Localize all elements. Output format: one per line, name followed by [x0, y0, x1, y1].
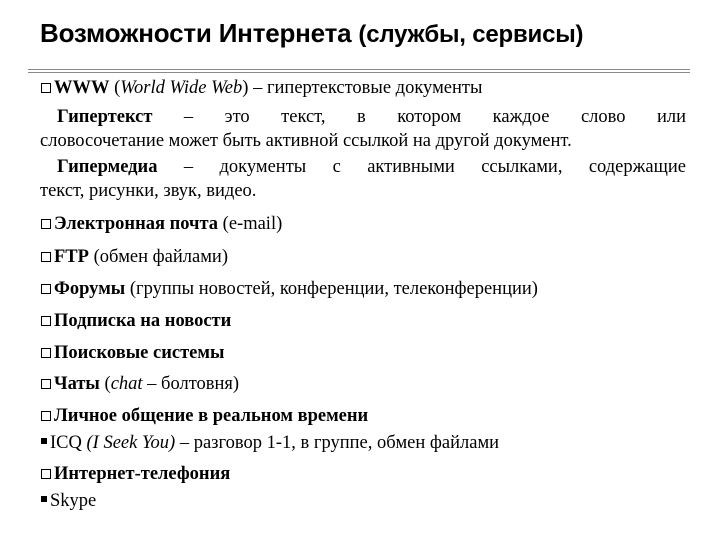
realtime-label: Личное общение в реальном времени — [54, 406, 369, 426]
news-label: Подписка на новости — [54, 311, 232, 331]
hypermedia-line1 — [40, 156, 686, 178]
checkbox-bullet-icon — [41, 469, 51, 479]
checkbox-bullet-icon — [41, 316, 51, 326]
checkbox-bullet-icon — [41, 379, 51, 389]
email-label: Электронная почта — [54, 214, 219, 234]
icq-label: ICQ — [50, 433, 82, 453]
item-ftp — [40, 246, 228, 268]
www-desc: – гипертекстовые документы — [253, 78, 483, 98]
ftp-label: FTP — [54, 247, 89, 267]
item-telephony — [40, 463, 230, 485]
chats-desc: – болтовня) — [147, 374, 240, 394]
hypermedia-desc-1: – документы с активными ссылками, содержащие — [183, 157, 686, 177]
subitem-icq — [40, 432, 499, 454]
item-forums — [40, 278, 538, 300]
email-desc: (e-mail) — [222, 214, 283, 234]
checkbox-bullet-icon — [41, 284, 51, 294]
square-bullet-icon — [41, 496, 47, 502]
hypertext-line1 — [40, 106, 686, 128]
hypermedia-term: Гипермедиа — [57, 157, 158, 177]
hypertext-desc-2: словосочетание может быть активной ссылкой на другой документ. — [40, 131, 572, 151]
title-rule-top — [28, 69, 690, 70]
title-suffix: (службы, сервисы) — [358, 21, 584, 48]
item-realtime — [40, 405, 368, 427]
forums-desc: (группы новостей, конференции, телеконференции) — [129, 279, 538, 299]
chats-paren-open: ( — [104, 374, 111, 394]
checkbox-bullet-icon — [41, 348, 51, 358]
checkbox-bullet-icon — [41, 252, 51, 262]
item-search — [40, 342, 224, 364]
www-expansion: World Wide Web — [120, 78, 243, 98]
item-email — [40, 213, 282, 235]
search-label: Поисковые системы — [54, 343, 225, 363]
forums-label: Форумы — [54, 279, 126, 299]
item-news — [40, 310, 231, 332]
item-chats — [40, 373, 239, 395]
icq-expansion: (I Seek You) — [86, 433, 176, 453]
hypermedia-desc-2: текст, рисунки, звук, видео. — [40, 181, 257, 201]
www-label: WWW — [54, 78, 110, 98]
square-bullet-icon — [41, 438, 47, 444]
title-rule-bottom — [28, 72, 690, 73]
item-www — [40, 77, 482, 99]
chats-label: Чаты — [54, 374, 100, 394]
title-main: Возможности Интернета — [40, 18, 352, 48]
checkbox-bullet-icon — [41, 411, 51, 421]
slide-title — [40, 18, 583, 49]
ftp-desc: (обмен файлами) — [93, 247, 228, 267]
www-paren-open: ( — [114, 78, 121, 98]
chats-term: chat — [110, 374, 143, 394]
icq-desc: – разговор 1-1, в группе, обмен файлами — [179, 433, 500, 453]
telephony-label: Интернет-телефония — [54, 464, 231, 484]
subitem-skype — [40, 490, 96, 512]
checkbox-bullet-icon — [41, 83, 51, 93]
hypertext-desc-1: – это текст, в котором каждое слово или — [183, 107, 686, 127]
hypertext-term: Гипертекст — [57, 107, 153, 127]
hypermedia-line2 — [40, 180, 256, 202]
checkbox-bullet-icon — [41, 219, 51, 229]
hypertext-line2 — [40, 130, 572, 152]
skype-label: Skype — [50, 491, 97, 511]
www-paren-close: ) — [242, 78, 249, 98]
